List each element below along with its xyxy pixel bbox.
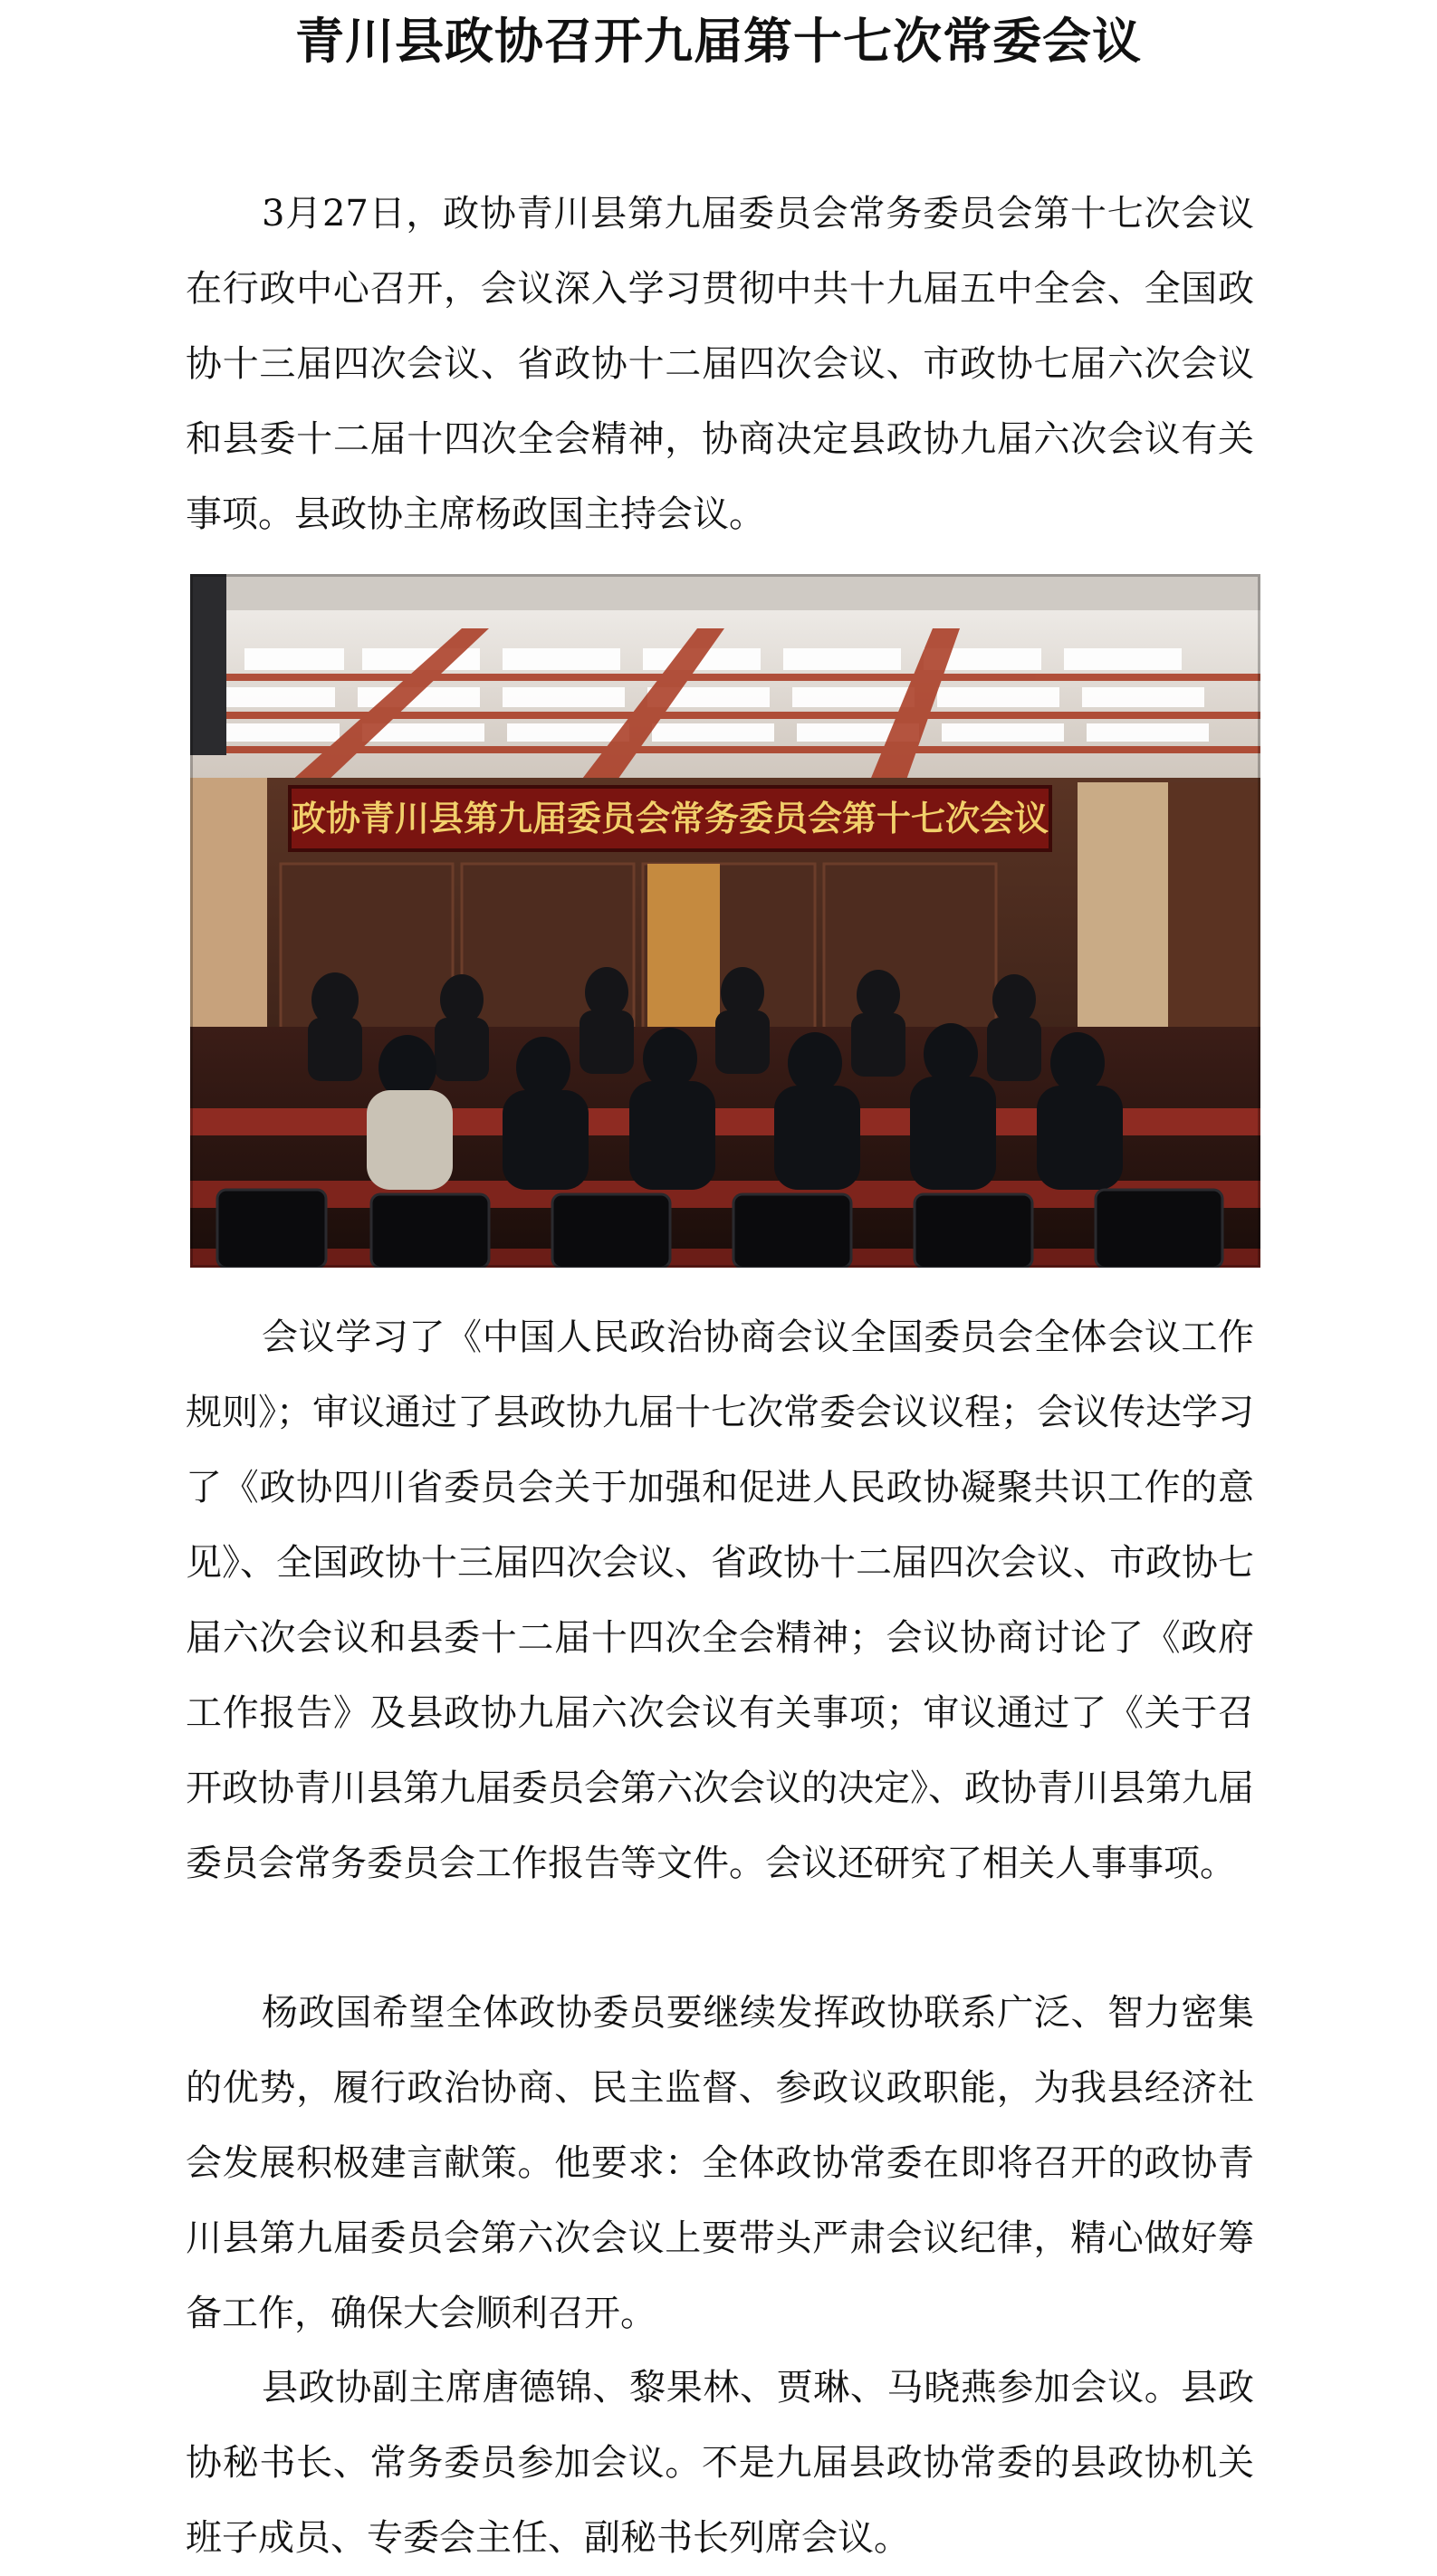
article-title: 青川县政协召开九届第十七次常委会议 (295, 13, 1142, 70)
meeting-photo (190, 574, 1260, 1268)
paragraph-4: 县政协副主席唐德锦、黎果林、贾琳、马晓燕参加会议。县政协秘书长、常务委员参加会议。不是九届县政协常委的县政协机关班子成员、专委会主任、副秘书长列席会议。 (186, 2367, 1254, 2559)
paragraph-2: 会议学习了《中国人民政治协商会议全国委员会全体会议工作规则》；审议通过了县政协九届十七次常委会议议程；会议传达学习了《政协四川省委员会关于加强和促进人民政协凝聚共识工作的意见》、全国政协十三届四次会议、省政协十二届四次会议、市政协七届六次会议和县委十二届十四次全会精神；会议协商讨论了《政府工作报告》及县政协九届六次会议有关事项；审议通过了《关于召开政协青川县第九届委员会第六次会议的决定》、政协青川县第九届委员会常务委员会工作报告等文件。会议还研究了相关人事事项。 (186, 1317, 1254, 1884)
paragraph-1: 3月27日，政协青川县第九届委员会常务委员会第十七次会议在行政中心召开，会议深入学习贯彻中共十九届五中全会、全国政协十三届四次会议、省政协十二届四次会议、市政协七届六次会议和县委十二届十四次全会精神，协商决定县政协九届六次会议有关事项。县政协主席杨政国主持会议。 (186, 193, 1254, 535)
paragraph-3: 杨政国希望全体政协委员要继续发挥政协联系广泛、智力密集的优势，履行政治协商、民主监督、参政议政职能，为我县经济社会发展积极建言献策。他要求：全体政协常委在即将召开的政协青川县第九届委员会第六次会议上要带头严肃会议纪律，精心做好筹备工作，确保大会顺利召开。 (186, 1992, 1254, 2334)
banner-text: 政协青川县第九届委员会常务委员会第十七次会议 (291, 799, 1049, 838)
